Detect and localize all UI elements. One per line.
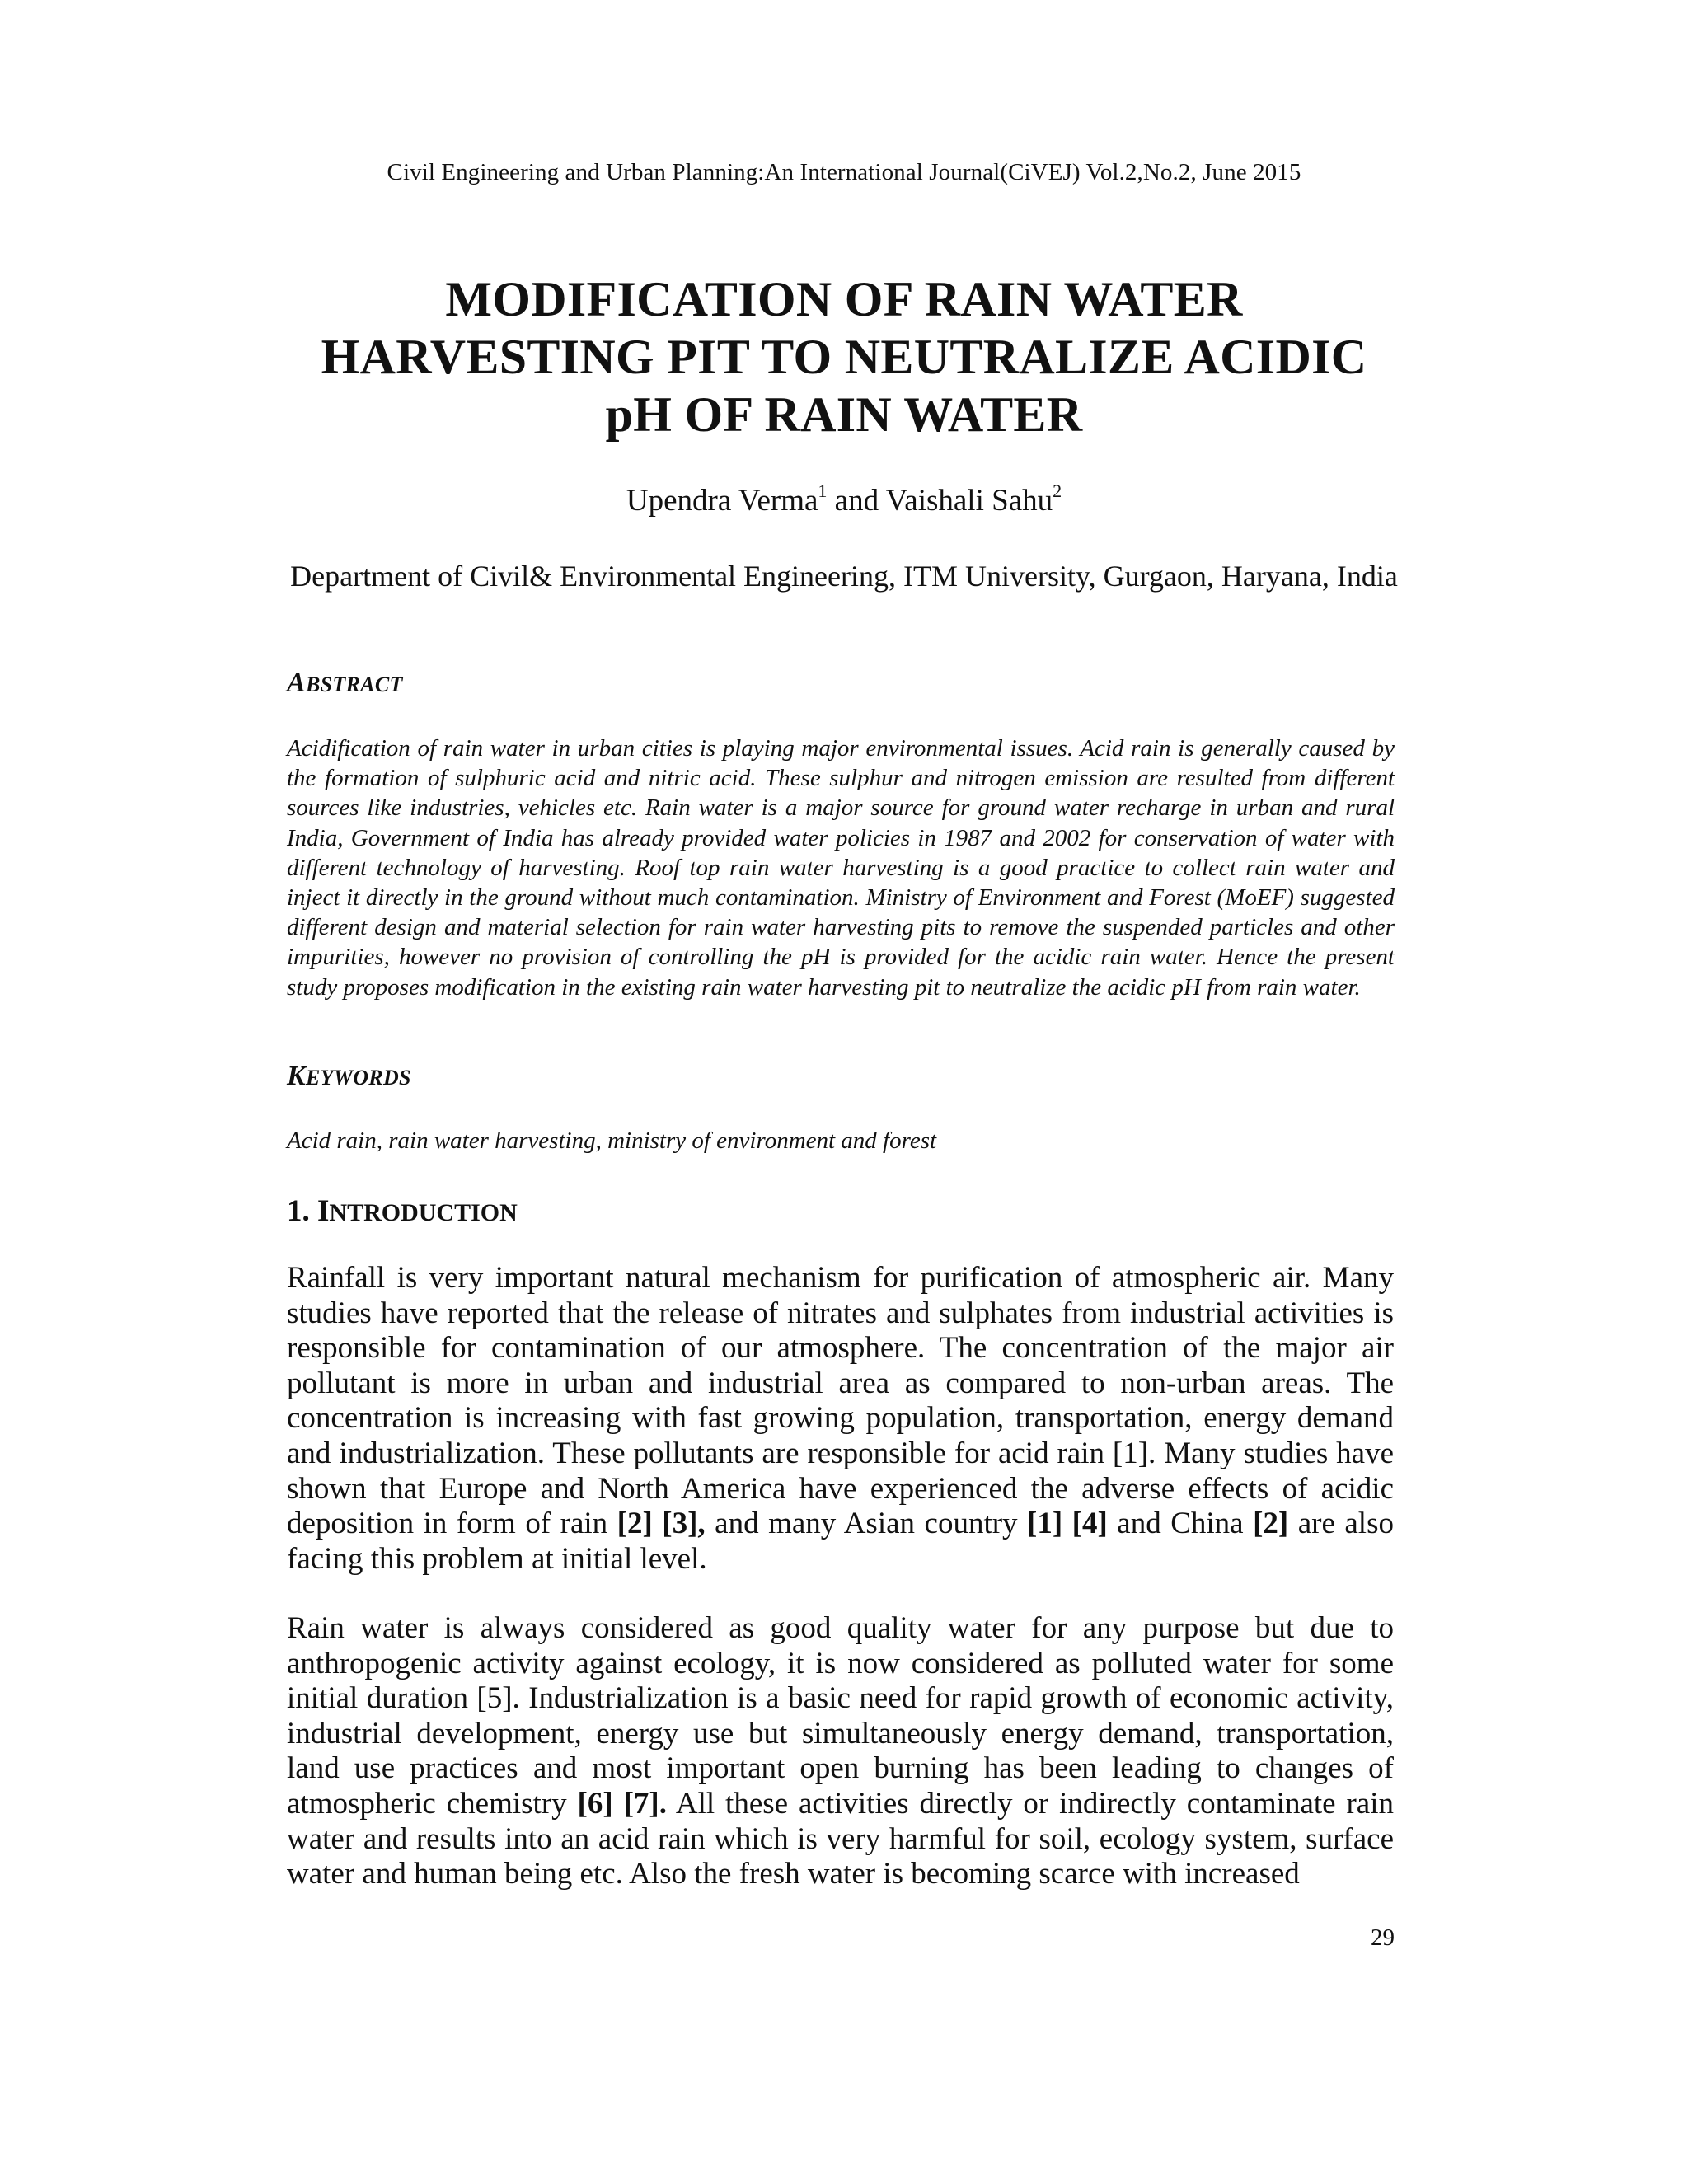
abstract-heading — [287, 668, 403, 699]
abstract-heading-initial: A — [287, 668, 306, 698]
author-2-name: and Vaishali Sahu — [827, 484, 1053, 518]
paragraph-1-end: are also facing this problem at initial level. — [287, 1507, 1394, 1576]
introduction-paragraph-1 — [287, 1261, 1394, 1577]
keywords-heading-initial: K — [287, 1061, 306, 1091]
citation-1-4: [1] [4] — [1027, 1507, 1108, 1541]
author-1-name: Upendra Verma — [626, 484, 818, 518]
running-header: Civil Engineering and Urban Planning:An International Journal(CiVEJ) Vol.2,No.2, June 2015 — [387, 159, 1301, 185]
author-list — [0, 480, 1688, 518]
introduction-heading-rest: NTRODUCTION — [329, 1199, 518, 1226]
paragraph-1-mid: and many Asian country — [705, 1507, 1028, 1541]
introduction-paragraph-2 — [287, 1611, 1394, 1892]
page-number: 29 — [1371, 1924, 1395, 1951]
paragraph-2-text: Rain water is always considered as good quality water for any purpose but due to anthropogenic activity against ecology, it is now considered as polluted water for some initial duration [5]. Industrialization is a basic need for rapid growth of economic activity, industrial development, energy use but simultaneously energy demand, transportation, land use practices and most important open burning has been leading to changes of atmospheric chemistry — [287, 1611, 1394, 1821]
keywords-text: Acid rain, rain water harvesting, ministry of environment and forest — [287, 1127, 937, 1154]
author-1-affiliation-mark: 1 — [818, 480, 828, 501]
affiliation: Department of Civil& Environmental Engineering, ITM University, Gurgaon, Haryana, India — [290, 560, 1398, 593]
introduction-heading — [287, 1193, 518, 1229]
paragraph-1-text: Rainfall is very important natural mechanism for purification of atmospheric air. Many studies have reported that the release of nitrates and sulphates from industrial activities is responsible for contamination of our atmosphere. The concentration of the major air pollutant is more in urban and industrial area as compared to non-urban areas. The concentration is increasing with fast growing population, transportation, energy demand and industrialization. These pollutants are responsible for acid rain [1]. Many studies have shown that Europe and North America have experienced the adverse effects of acidic deposition in form of rain — [287, 1261, 1394, 1541]
author-2-affiliation-mark: 2 — [1053, 480, 1062, 501]
citation-6-7: [6] [7]. — [577, 1786, 667, 1821]
paragraph-1-mid2: and China — [1107, 1507, 1254, 1541]
abstract-heading-rest: BSTRACT — [305, 673, 403, 696]
title-line-2: HARVESTING PIT TO NEUTRALIZE ACIDIC — [321, 330, 1367, 384]
keywords-heading-rest: EYWORDS — [305, 1066, 411, 1090]
citation-2: [2] — [1253, 1507, 1289, 1541]
paragraph-2-end: All these activities directly or indirectly contaminate rain water and results into an acid rain which is very harmful for soil, ecology system, surface water and human being etc. Also the fresh water is becoming scarce with increased — [287, 1786, 1394, 1891]
title-line-3: pH OF RAIN WATER — [605, 387, 1083, 442]
abstract-text: Acidification of rain water in urban cities is playing major environmental issues. Acid rain is generally caused by the formation of sulphuric acid and nitric acid. These sulphur and nitrogen emission are resulted from different sources like industries, vehicles etc. Rain water is a major source for ground water recharge in urban and rural India, Government of India has already provided water policies in 1987 and 2002 for conservation of water with different technology of harvesting. Roof top rain water harvesting is a good practice to collect rain water and inject it directly in the ground without much contamination. Ministry of Environment and Forest (MoEF) suggested different design and material selection for rain water harvesting pits to remove the suspended particles and other impurities, however no provision of controlling the pH is provided for the acidic rain water. Hence the present study proposes modification in the existing rain water harvesting pit to neutralize the acidic pH from rain water. — [287, 735, 1395, 1001]
title-line-1: MODIFICATION OF RAIN WATER — [445, 272, 1243, 326]
keywords-heading — [287, 1061, 411, 1092]
introduction-heading-number: 1. I — [287, 1194, 330, 1228]
paper-title — [247, 270, 1441, 443]
citation-2-3: [2] [3], — [617, 1507, 706, 1541]
